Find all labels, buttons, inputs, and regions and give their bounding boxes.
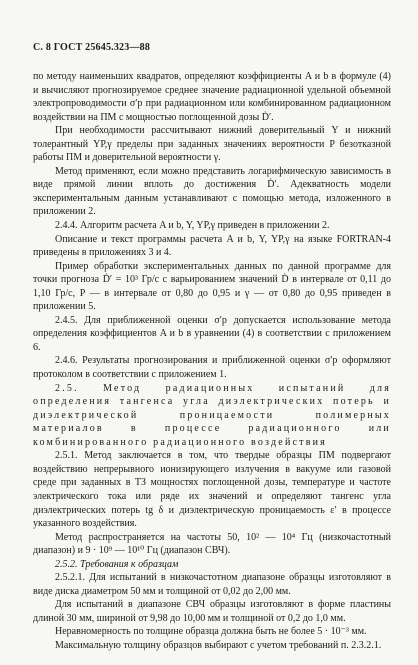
paragraph: 2.4.4. Алгоритм расчета A и b, Y, YP,γ приведен в приложении 2. bbox=[55, 220, 330, 232]
paragraph: 2.5.1. Метод заключается в том, что твердые образцы ПМ подвергают воздействию непрерывного ионизирующего излучения в вакууме или газовой среде при заданных в ТЗ мощностях поглощенной дозы, температуре и частоте электрического тока или ряде их значений и определяют тангенс угла диэлектрических потерь tg δ и диэлектрическую проницаемость ε′ в процессе указанного воздействия. bbox=[33, 450, 391, 530]
paragraph: по методу наименьших квадратов, определяют коэффициенты A и b в формуле (4) и вычисляют прогнозируемое среднее значение радиационной удельной объемной электропроводимости σ′p при радиационном или комбинированном радиационном воздействии на ПМ с мощностью поглощенной дозы Ḋ′. bbox=[33, 71, 391, 123]
paragraph: 2.4.6. Результаты прогнозирования и приближенной оценки σ′p оформляют протоколом в соответствии с приложением 1. bbox=[33, 355, 391, 381]
standard-number: ГОСТ 25645.323—88 bbox=[53, 42, 151, 53]
paragraph: 2.4.5. Для приближенной оценки σ′p допускается использование метода определения коэффициентов A и b в уравнении (4) в соответствии с приложением 6. bbox=[33, 314, 391, 353]
paragraph: Пример обработки экспериментальных данных по данной программе для точки прогноза Ḋ′ = 10³ Гр/с с варьированием значений Ḋ в интервале от 0,11 до 1,10 Гр/с, P — в интервале от 0,80 до 0,95 и γ — от 0,80 до 0,95 приведен в приложении 5. bbox=[33, 260, 391, 313]
page-header bbox=[33, 42, 150, 53]
paragraph: 2.5.2.1. Для испытаний в низкочастотном диапазоне образцы изготовляют в виде диска диаметром 50 мм и толщиной от 0,02 до 2,00 мм. bbox=[33, 572, 391, 597]
subsection-heading: 2.5.2. Требования к образцам bbox=[55, 558, 179, 570]
paragraph: Метод применяют, если можно представить логарифмическую зависимость в виде прямой линии вплоть до достижения Ḋ′. Адекватность модели экспериментальным данным устанавливают с помощью метода, изложенного в приложении 2. bbox=[33, 165, 391, 218]
paragraph: Для испытаний в диапазоне СВЧ образцы изготовляют в форме пластины длиной 30 мм, шириной от 9,98 до 10,00 мм и толщиной от 0,2 до 1,0 мм. bbox=[33, 599, 391, 624]
paragraph: При необходимости рассчитывают нижний доверительный Y и нижний толерантный YP,γ пределы при заданных значениях вероятности P безотказной работы ПМ и доверительной вероятности γ. bbox=[33, 125, 391, 164]
document-body bbox=[33, 70, 391, 653]
paragraph: Неравномерность по толщине образца должна быть не более 5 · 10⁻³ мм. bbox=[55, 626, 367, 638]
section-heading: 2.5. Метод радиационных испытаний для определения тангенса угла диэлектрических потерь и диэлектрической проницаемости полимерных материалов в процессе радиационного или комбинированного радиационного воздействия bbox=[33, 382, 391, 448]
page-number: С. 8 bbox=[33, 42, 52, 53]
paragraph: Метод распространяется на частоты 50, 10² — 10⁴ Гц (низкочастотный диапазон) и 9 · 10⁹ — 10¹⁰ Гц (диапазон СВЧ). bbox=[33, 531, 391, 557]
paragraph: Описание и текст программы расчета A и b, Y, YP,γ на языке FORTRAN-4 приведены в приложениях 3 и 4. bbox=[33, 233, 391, 259]
paragraph: Максимальную толщину образцов выбирают с учетом требований п. 2.3.2.1. bbox=[55, 639, 382, 651]
